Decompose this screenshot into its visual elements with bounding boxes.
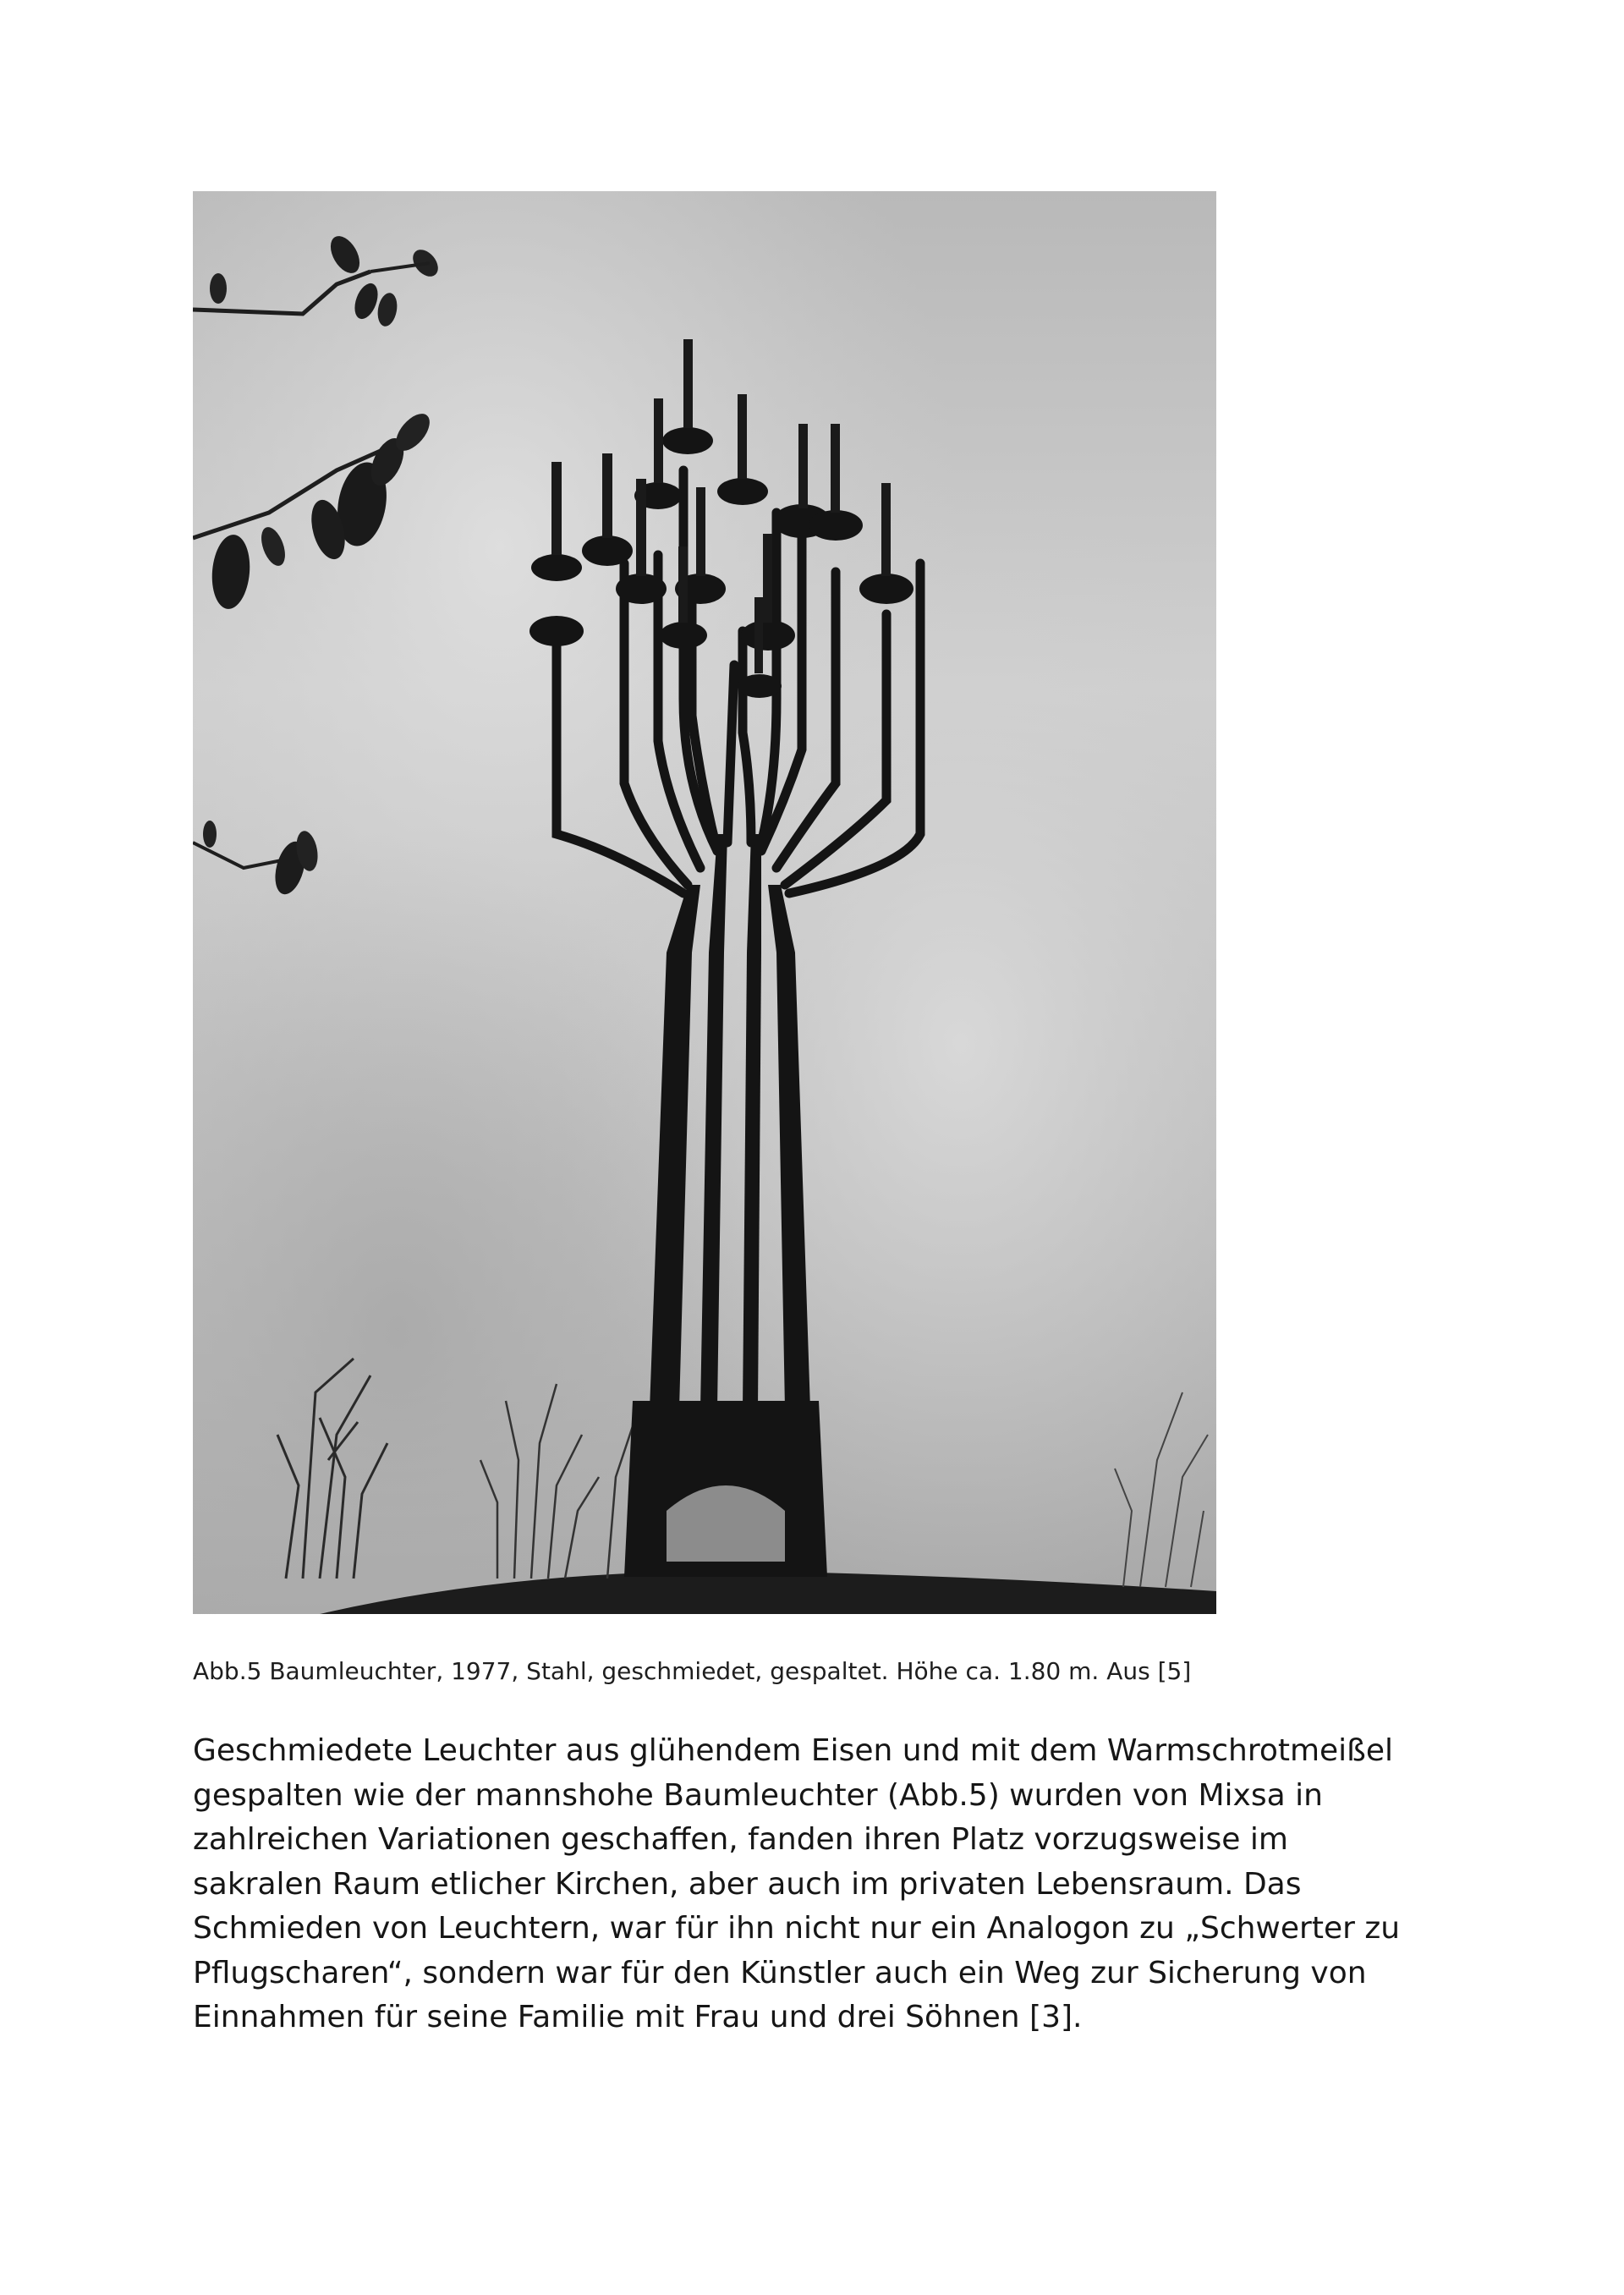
body-line: sakralen Raum etlicher Kirchen, aber auch im privaten Lebensraum. Das [193,1866,1302,1902]
body-line: Einnahmen für seine Familie mit Frau und drei Söhnen [3]. [193,2000,1083,2034]
candelabrum-photograph [193,191,1216,1614]
body-line: Schmieden von Leuchtern, war für ihn nicht nur ein Analogon zu „Schwerter zu [193,1911,1401,1946]
body-paragraph [193,1729,1445,2040]
photo-illustration [193,191,1216,1614]
body-line: gespalten wie der mannshohe Baumleuchter (Abb.5) wurden von Mixsa in [193,1777,1323,1813]
body-line: Geschmiedete Leuchter aus glühendem Eisen und mit dem Warmschrotmeißel [193,1733,1394,1768]
body-line: zahlreichen Variationen geschaffen, fanden ihren Platz vorzugsweise im [193,1822,1288,1857]
body-line: Pflugscharen“, sondern war für den Künstler auch ein Weg zur Sicherung von [193,1955,1367,1990]
figure-caption: Abb.5 Baumleuchter, 1977, Stahl, geschmiedet, gespaltet. Höhe ca. 1.80 m. Aus [5] [193,1657,1192,1685]
